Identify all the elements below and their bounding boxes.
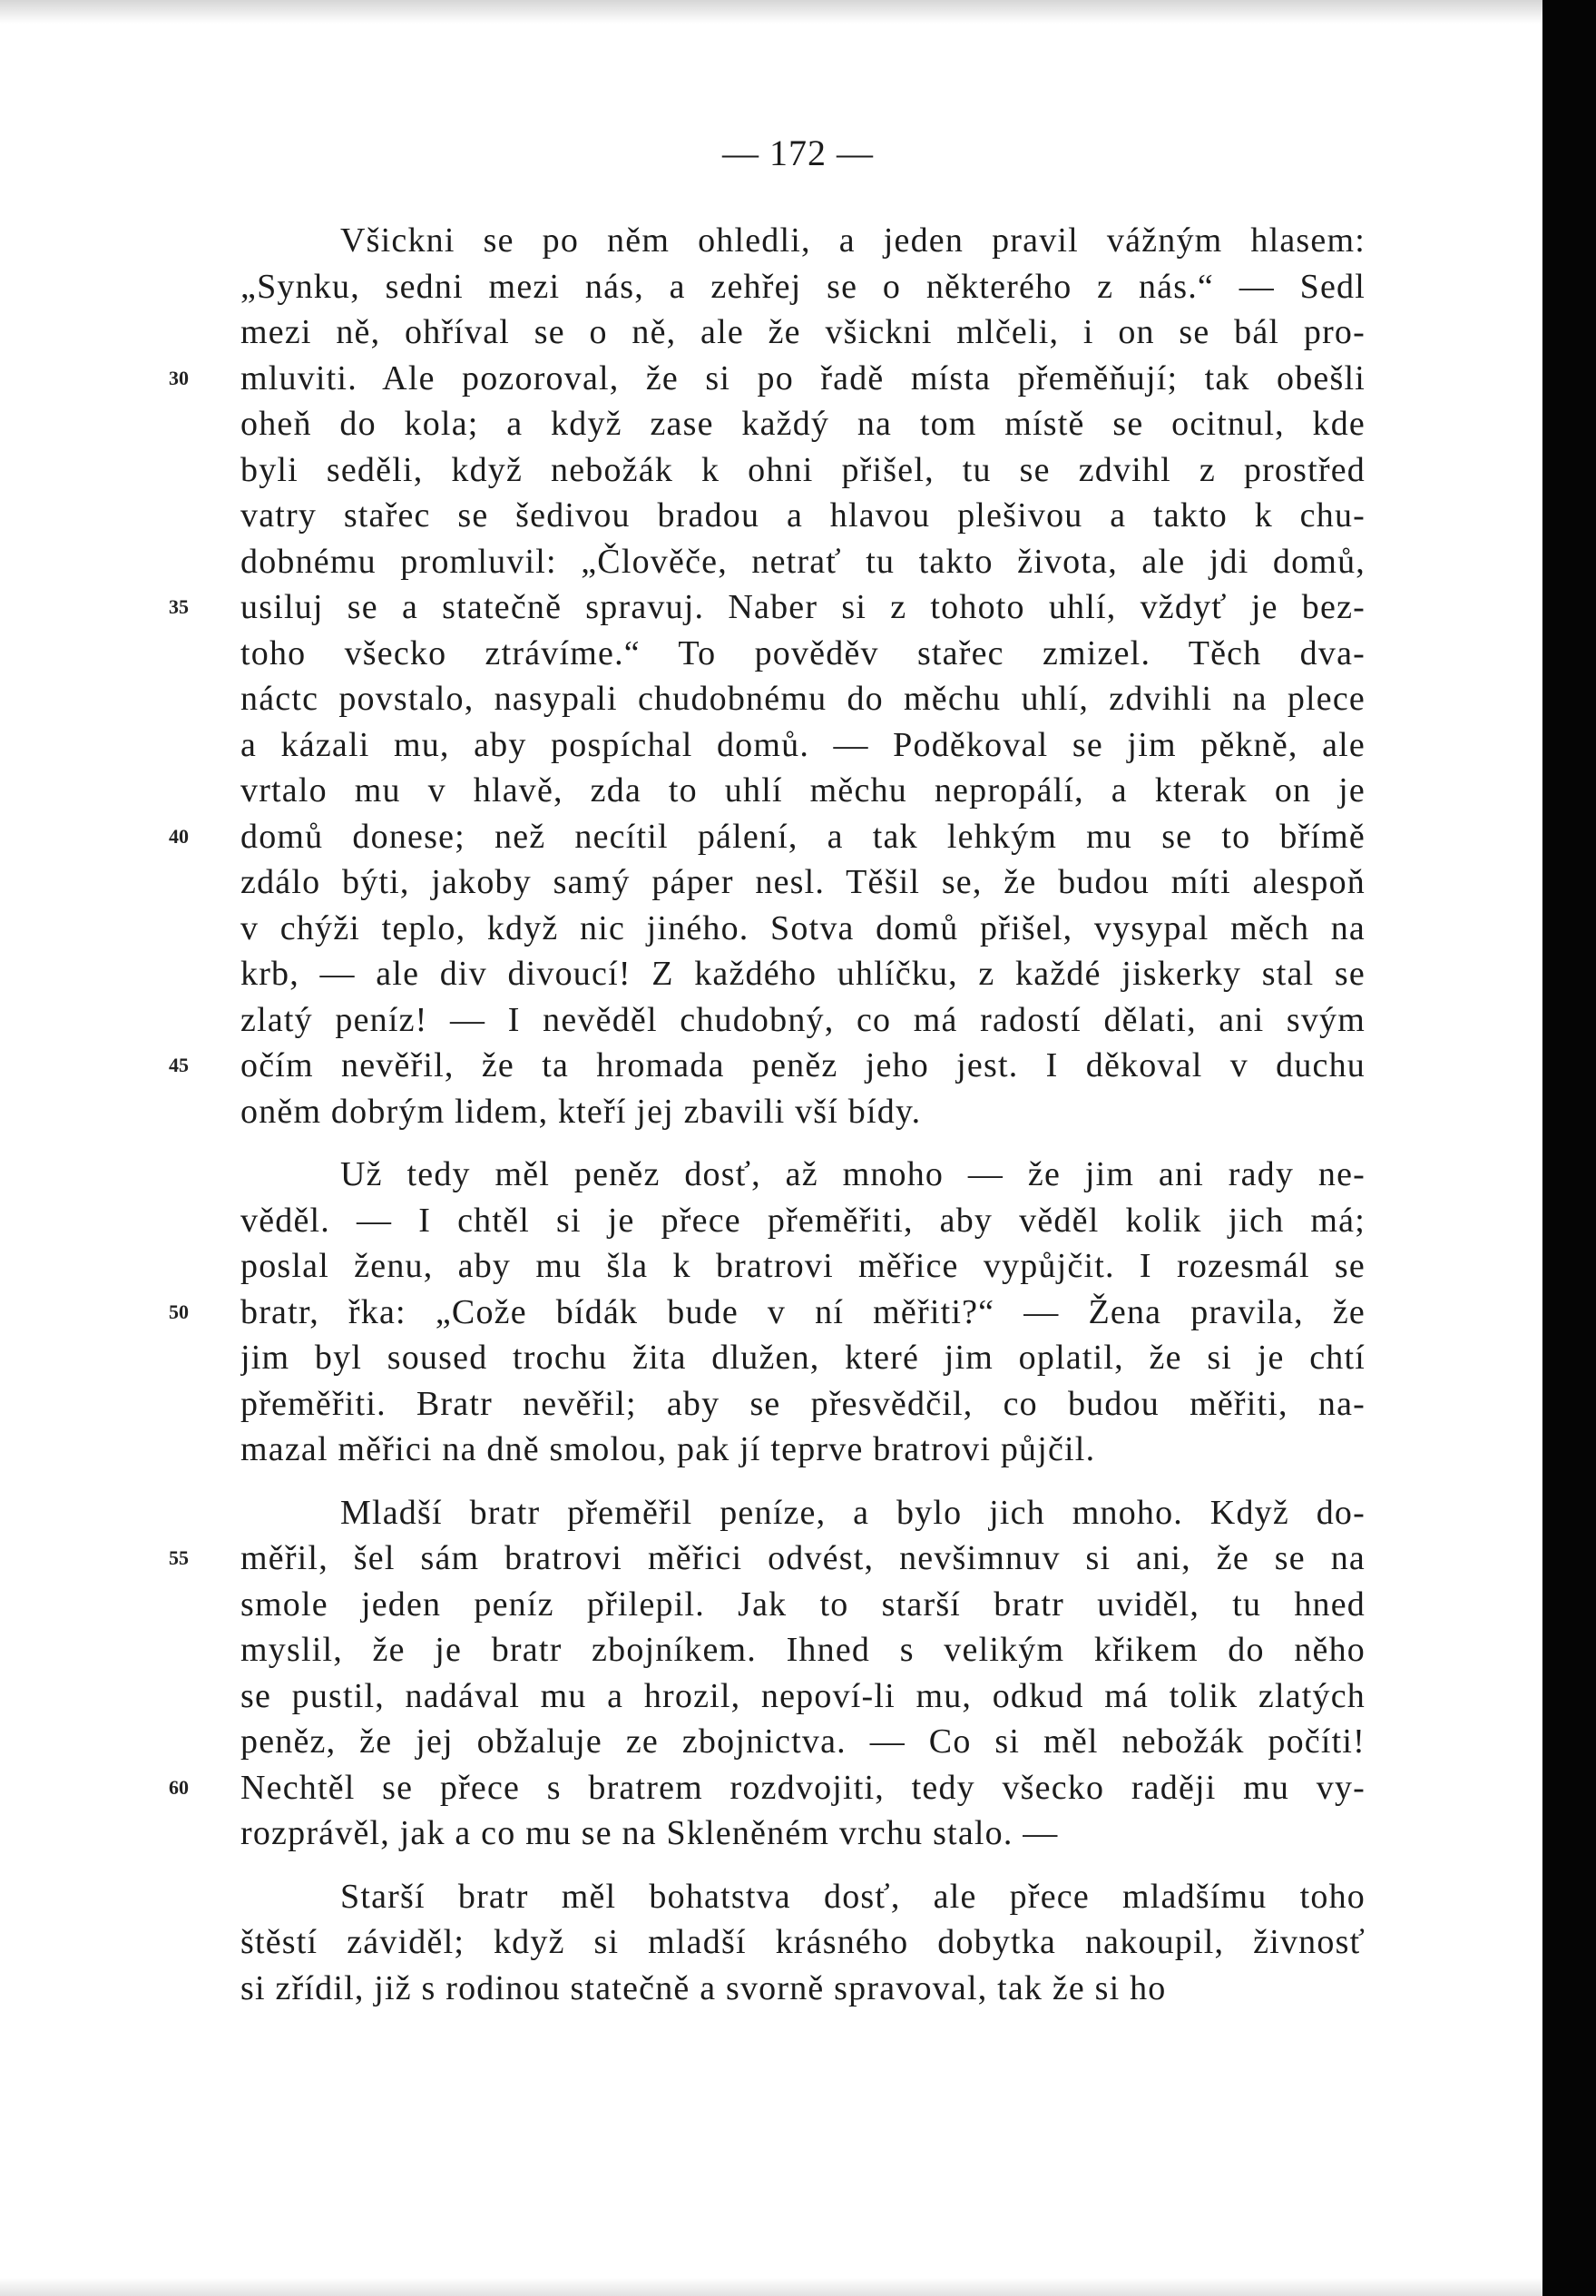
text-line: krb, — ale div divoucí! Z každého uhlíčku, z každé jiskerky stal se [240,955,1366,993]
text-line: oheň do kola; a když zase každý na tom místě se ocitnul, kde [240,405,1366,443]
text-line: Už tedy měl peněz dosť, až mnoho — že jim ani rady ne- [340,1155,1366,1193]
text-line: se pustil, nadával mu a hrozil, nepoví-li mu, odkud má tolik zlatých [240,1676,1366,1715]
line-number: 30 [169,367,189,389]
text-line: v chýži teplo, když nic jiného. Sotva domů přišel, vysypal měch na [240,908,1366,947]
text-line: myslil, že je bratr zbojníkem. Ihned s velikým křikem do něho [240,1631,1366,1669]
line-number: 50 [169,1300,189,1323]
text-line: domů donese; než necítil pálení, a tak lehkým mu se to břímě [240,817,1366,856]
text-line: mluviti. Ale pozoroval, že si po řadě místa přeměňují; tak obešli [240,358,1366,397]
text-line: „Synku, sedni mezi nás, a zehřej se o některého z nás.“ — Sedl [240,267,1366,306]
line-number: 45 [169,1054,189,1076]
text-line: byli seděli, když nebožák k ohni přišel, tu se zdvihl z prostřed [240,450,1366,489]
paragraph [240,1152,1366,1473]
body-text [240,218,1366,2028]
text-line: zdálo býti, jakoby samý páper nesl. Těšil se, že budou míti alespoň [240,863,1366,901]
line-number: 35 [169,595,189,618]
text-line: poslal ženu, aby mu šla k bratrovi měřice vypůjčit. I rozesmál se [240,1247,1366,1285]
text-line: Všickni se po něm ohledli, a jeden pravil vážným hlasem: [340,221,1366,260]
text-line: mazal měřici na dně smolou, pak jí teprve bratrovi půjčil. [240,1430,1096,1468]
text-line: věděl. — I chtěl si je přece přeměřiti, aby věděl kolik jich má; [240,1201,1366,1240]
scan-edge-bottom [0,2278,1542,2296]
text-line: očím nevěřil, že ta hromada peněz jeho jest. I děkoval v duchu [240,1046,1366,1084]
paragraph [240,218,1366,1134]
line-number: 60 [169,1776,189,1799]
scan-edge-top [0,0,1542,24]
text-line: Nechtěl se přece s bratrem rozdvojiti, tedy všecko raději mu vy- [240,1768,1366,1807]
scan-edge-right [1542,0,1596,2296]
text-line: zlatý peníz! — I nevěděl chudobný, co má radostí dělati, ani svým [240,1000,1366,1039]
text-line: štěstí záviděl; když si mladší krásného dobytka nakoupil, živnosť [240,1923,1366,1961]
text-line: smole jeden peníz přilepil. Jak to starší bratr uviděl, tu hned [240,1585,1366,1624]
paragraph [240,1490,1366,1857]
text-line: měřil, šel sám bratrovi měřici odvést, nevšimnuv si ani, že se na [240,1539,1366,1577]
text-line: si zřídil, již s rodinou statečně a svorně spravoval, tak že si ho [240,1968,1167,2007]
text-line: oněm dobrým lidem, kteří jej zbavili vší bídy. [240,1092,922,1131]
text-line: Starší bratr měl bohatstva dosť, ale přece mladšímu toho [340,1877,1366,1916]
text-line: jim byl soused trochu žita dlužen, které jim oplatil, že si je chtí [240,1339,1366,1377]
line-number: 40 [169,825,189,848]
text-line: vatry stařec se šedivou bradou a hlavou plešivou a takto k chu- [240,496,1366,535]
paragraph [240,1874,1366,2012]
text-line: přeměřiti. Bratr nevěřil; aby se přesvědčil, co budou měřiti, na- [240,1384,1366,1423]
page-number: — 172 — [722,132,874,173]
text-line: bratr, řka: „Cože bídák bude v ní měřiti?“ — Žena pravila, že [240,1292,1366,1331]
text-line: Mladší bratr přeměřil peníze, a bylo jich mnoho. Když do- [340,1493,1366,1532]
text-line: peněz, že jej obžaluje ze zbojnictva. — Co si měl nebožák počíti! [240,1722,1366,1761]
text-line: rozprávěl, jak a co mu se na Skleněném vrchu stalo. — [240,1814,1059,1852]
text-line: vrtalo mu v hlavě, zda to uhlí měchu nepropálí, a kterak on je [240,771,1366,809]
text-line: dobnému promluvil: „Člověče, netrať tu takto života, ale jdi domů, [240,542,1366,581]
text-line: náctc povstalo, nasypali chudobnému do měchu uhlí, zdvihli na plece [240,680,1366,718]
text-line: usiluj se a statečně spravuj. Naber si z tohoto uhlí, vždyť je bez- [240,588,1366,626]
line-number: 55 [169,1546,189,1569]
text-line: toho všecko ztrávíme.“ To pověděv stařec zmizel. Těch dva- [240,633,1366,672]
text-line: mezi ně, ohříval se o ně, ale že všickni mlčeli, i on se bál pro- [240,313,1366,351]
text-line: a kázali mu, aby pospíchal domů. — Poděkoval se jim pěkně, ale [240,725,1366,764]
